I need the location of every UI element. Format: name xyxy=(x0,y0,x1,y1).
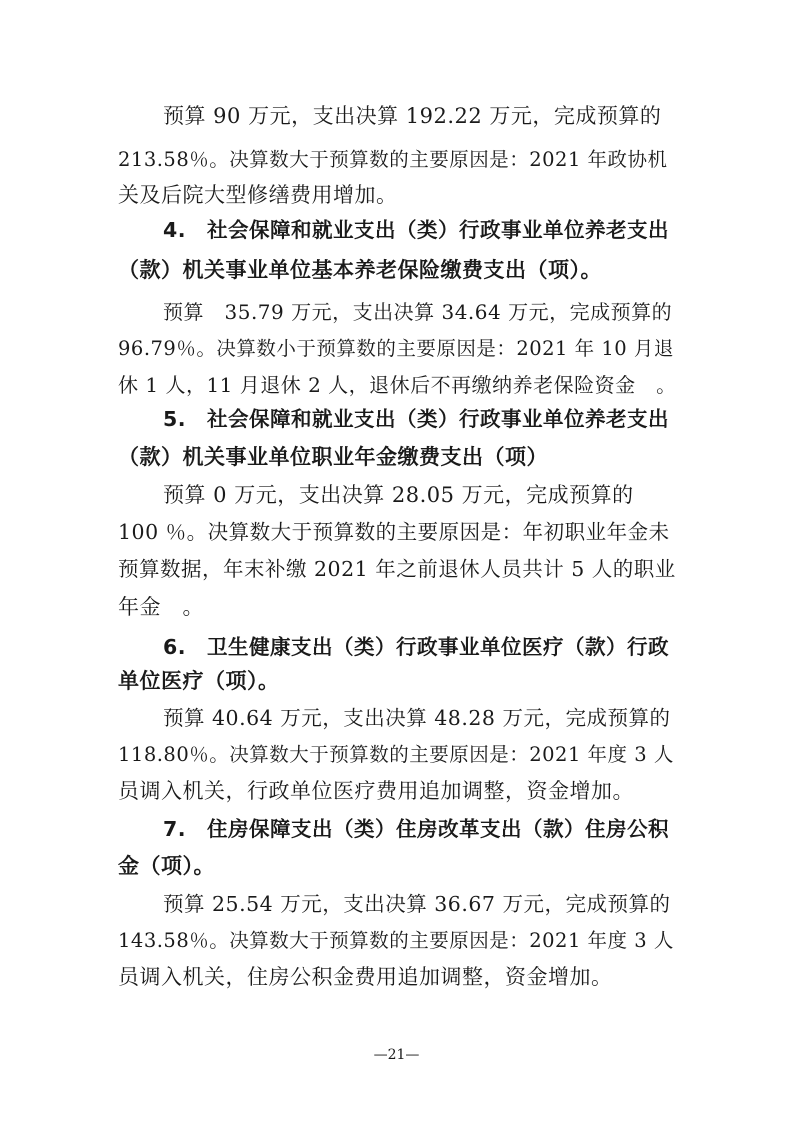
page-number: —21— xyxy=(373,1047,420,1063)
section-heading: （款）机关事业单位职业年金缴费支出（项） xyxy=(118,445,548,469)
paragraph-line: 213.58％。决算数大于预算数的主要原因是：2021 年政协机 xyxy=(118,148,668,171)
section-heading: 4. 社会保障和就业支出（类）行政事业单位养老支出 xyxy=(163,218,670,242)
section-heading: 金（项）。 xyxy=(118,854,215,878)
paragraph-line: 143.58％。决算数大于预算数的主要原因是：2021 年度 3 人 xyxy=(118,929,674,952)
section-heading: 5. 社会保障和就业支出（类）行政事业单位养老支出 xyxy=(163,407,670,431)
paragraph-line: 年金 。 xyxy=(118,595,204,619)
paragraph-line: 预算 40.64 万元，支出决算 48.28 万元，完成预算的 xyxy=(163,706,671,730)
paragraph-line: 关及后院大型修缮费用增加。 xyxy=(118,183,398,207)
paragraph-line: 休 1 人，11 月退休 2 人，退休后不再缴纳养老保险资金 。 xyxy=(118,373,677,397)
paragraph-line: 118.80％。决算数大于预算数的主要原因是：2021 年度 3 人 xyxy=(118,743,674,766)
paragraph-line: 100 ％。决算数大于预算数的主要原因是：年初职业年金未 xyxy=(118,520,670,544)
section-heading: 6. 卫生健康支出（类）行政事业单位医疗（款）行政 xyxy=(163,635,670,659)
section-heading: 7. 住房保障支出（类）住房改革支出（款）住房公积 xyxy=(163,817,670,841)
paragraph-line: 预算数据，年末补缴 2021 年之前退休人员共计 5 人的职业 xyxy=(118,557,676,581)
paragraph-line: 预算 0 万元，支出决算 28.05 万元，完成预算的 xyxy=(163,483,634,507)
section-heading: 单位医疗（项）。 xyxy=(118,669,280,693)
section-heading: （款）机关事业单位基本养老保险缴费支出（项）。 xyxy=(118,258,602,282)
paragraph-line: 员调入机关，行政单位医疗费用追加调整，资金增加。 xyxy=(118,779,634,803)
paragraph-line: 96.79％。决算数小于预算数的主要原因是：2021 年 10 月退 xyxy=(118,337,674,360)
paragraph-line: 预算 35.79 万元，支出决算 34.64 万元，完成预算的 xyxy=(163,300,673,324)
paragraph-line: 预算 90 万元，支出决算 192.22 万元，完成预算的 xyxy=(163,104,662,128)
paragraph-line: 预算 25.54 万元，支出决算 36.67 万元，完成预算的 xyxy=(163,892,671,916)
paragraph-line: 员调入机关，住房公积金费用追加调整，资金增加。 xyxy=(118,965,613,989)
